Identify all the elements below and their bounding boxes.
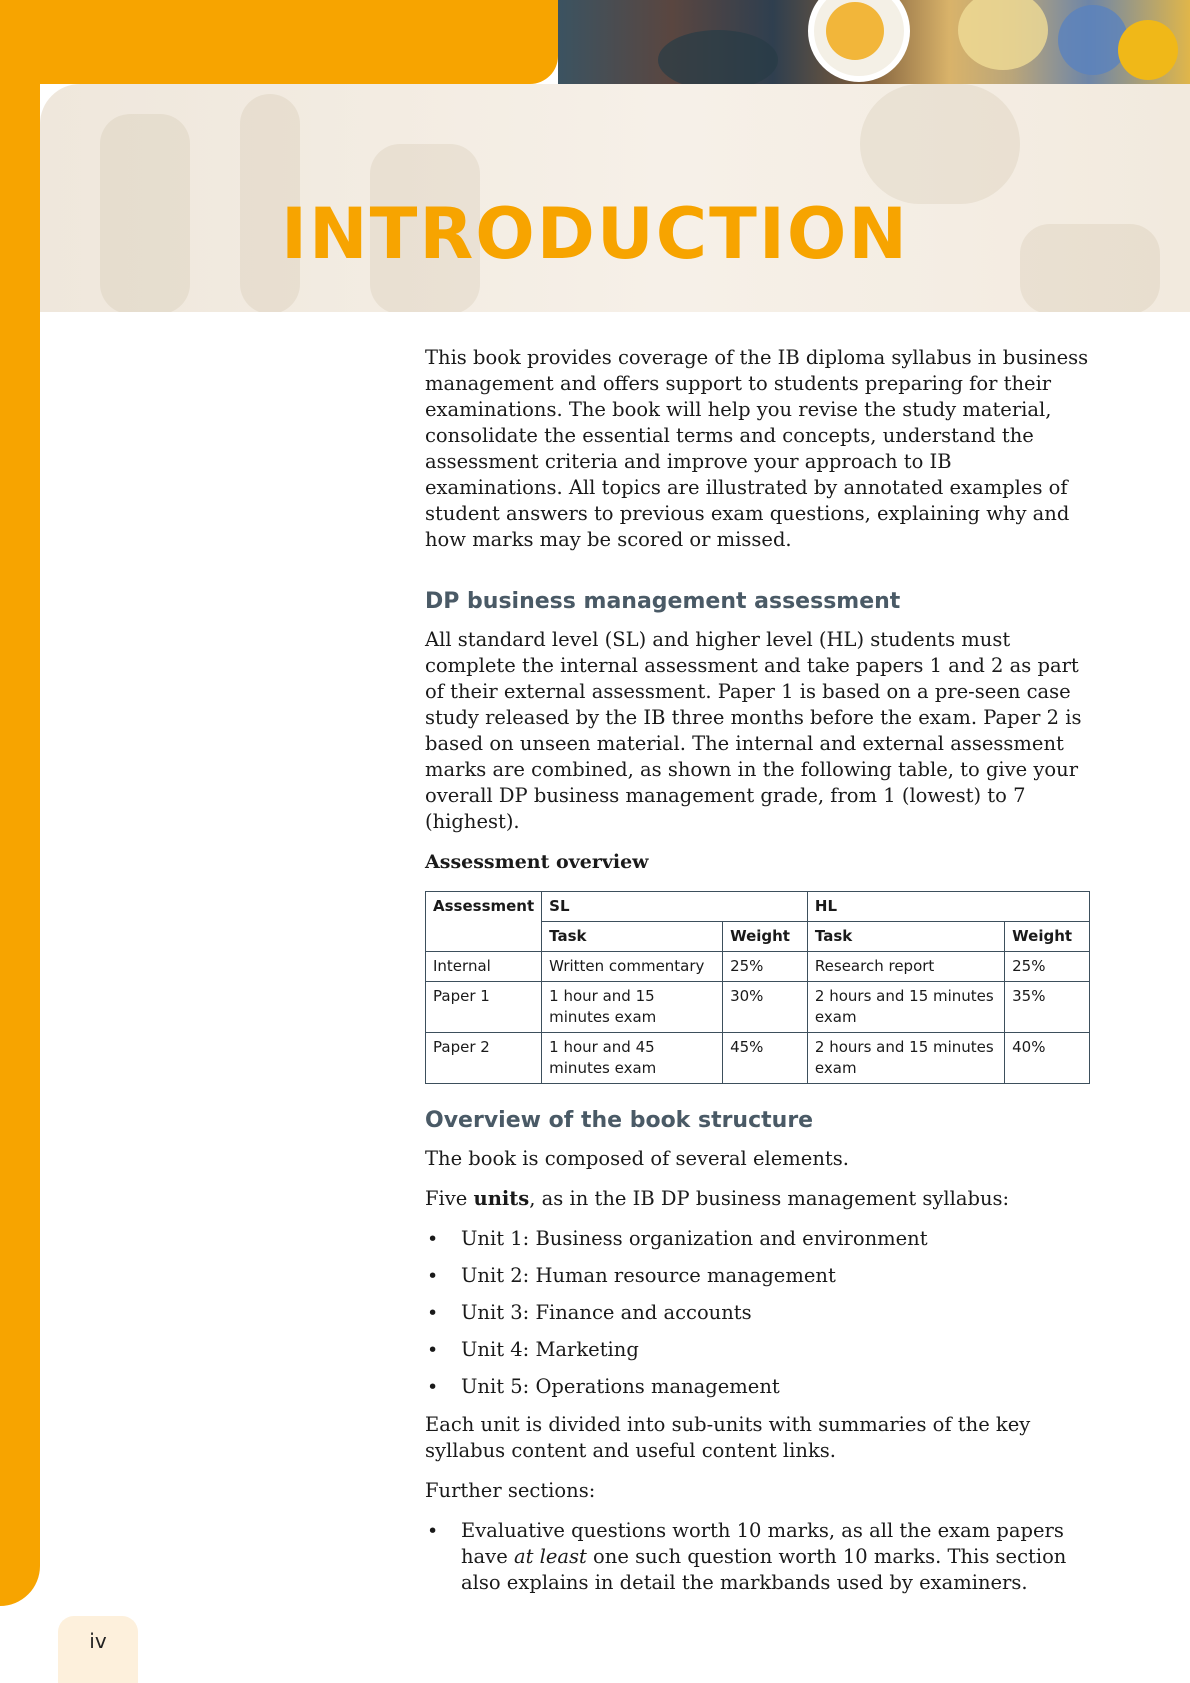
cell-hl-weight: 35%	[1005, 982, 1090, 1033]
subheader-hl-weight: Weight	[1005, 922, 1090, 952]
cell-sl-task: 1 hour and 45 minutes exam	[542, 1033, 723, 1084]
page-title: INTRODUCTION	[281, 193, 909, 275]
subheader-sl-weight: Weight	[723, 922, 808, 952]
list-item: • Unit 3: Finance and accounts	[427, 1301, 752, 1324]
bullet-icon: •	[427, 1302, 439, 1324]
list-item: • Unit 1: Business organization and environment	[427, 1227, 928, 1250]
structure-heading: Overview of the book structure	[425, 1108, 814, 1133]
bullet-icon: •	[427, 1339, 439, 1361]
list-item: • Unit 5: Operations management	[427, 1375, 780, 1398]
list-item: • Unit 4: Marketing	[427, 1338, 639, 1361]
bullet-icon: •	[427, 1520, 439, 1542]
cell-assessment: Paper 1	[426, 982, 542, 1033]
cell-assessment: Paper 2	[426, 1033, 542, 1084]
units-intro: Five units, as in the IB DP business management syllabus:	[425, 1187, 1010, 1210]
header-hl: HL	[807, 892, 1089, 922]
cell-hl-weight: 40%	[1005, 1033, 1090, 1084]
further-sections-label: Further sections:	[425, 1479, 596, 1502]
cell-sl-task: Written commentary	[542, 952, 723, 982]
structure-paragraph: The book is composed of several elements.	[425, 1147, 849, 1170]
assessment-paragraph: All standard level (SL) and higher level (HL) students must complete the internal assessment and take papers 1 and 2 as part of their external assessment. Paper 1 is based on a pre-seen case study released by the IB three months before the exam. Paper 2 is based on unseen material. The internal and external assessment marks are combined, as shown in the following table, to give your overall DP business management grade, from 1 (lowest) to 7 (highest).	[425, 628, 1082, 833]
cell-assessment: Internal	[426, 952, 542, 982]
list-item: • Unit 2: Human resource management	[427, 1264, 836, 1287]
cell-hl-task: Research report	[807, 952, 1004, 982]
subheader-hl-task: Task	[807, 922, 1004, 952]
further-list	[425, 1518, 1095, 1596]
subunits-paragraph: Each unit is divided into sub-units with summaries of the key syllabus content and useful content links.	[425, 1413, 1031, 1462]
units-list	[425, 1226, 1095, 1400]
assessment-heading: DP business management assessment	[425, 589, 901, 614]
header-sl: SL	[542, 892, 808, 922]
bullet-icon: •	[427, 1376, 439, 1398]
cell-sl-weight: 45%	[723, 1033, 808, 1084]
bullet-icon: •	[427, 1228, 439, 1250]
main-content	[425, 345, 1095, 1608]
units-bold: units	[473, 1187, 530, 1210]
page-number: iv	[58, 1616, 138, 1683]
table-header-row	[426, 892, 1090, 922]
table-row	[426, 982, 1090, 1033]
orange-top-tab	[0, 0, 558, 84]
table-row	[426, 952, 1090, 982]
bullet-icon: •	[427, 1265, 439, 1287]
cell-hl-task: 2 hours and 15 minutes exam	[807, 1033, 1004, 1084]
subheader-sl-task: Task	[542, 922, 723, 952]
table-caption: Assessment overview	[425, 851, 649, 873]
table-row	[426, 1033, 1090, 1084]
cell-sl-task: 1 hour and 15 minutes exam	[542, 982, 723, 1033]
at-least-italic: at least	[513, 1545, 587, 1568]
header-photo	[558, 0, 1190, 84]
list-item: • Evaluative questions worth 10 marks, as all the exam papers have at least one such question worth 10 marks. This section also explains in detail the markbands used by examiners.	[427, 1519, 1067, 1594]
intro-paragraph: This book provides coverage of the IB diploma syllabus in business management and offers support to students preparing for their examinations. The book will help you revise the study material, consolidate the essential terms and concepts, understand the assessment criteria and improve your approach to IB examinations. All topics are illustrated by annotated examples of student answers to previous exam questions, explaining why and how marks may be scored or missed.	[425, 346, 1089, 551]
assessment-table	[425, 891, 1090, 1084]
cell-sl-weight: 30%	[723, 982, 808, 1033]
cell-hl-task: 2 hours and 15 minutes exam	[807, 982, 1004, 1033]
header-assessment: Assessment	[426, 892, 542, 952]
cell-sl-weight: 25%	[723, 952, 808, 982]
cell-hl-weight: 25%	[1005, 952, 1090, 982]
